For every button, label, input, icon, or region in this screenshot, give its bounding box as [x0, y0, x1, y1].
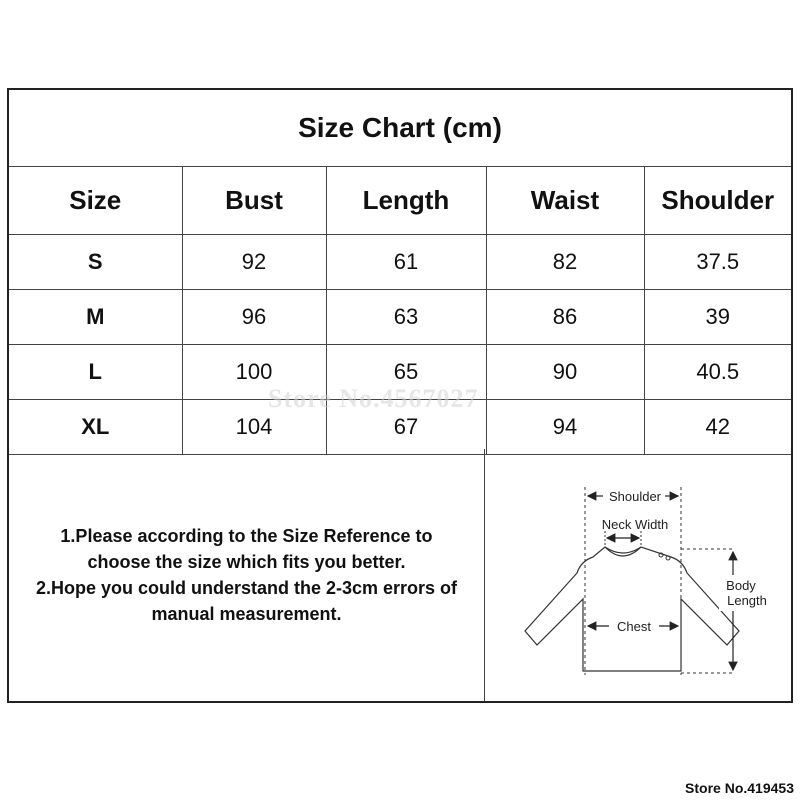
measurement-diagram	[485, 449, 791, 701]
waist-cell: 90	[486, 345, 644, 400]
chart-title: Size Chart (cm)	[9, 90, 791, 167]
size-cell: S	[9, 235, 182, 290]
length-cell: 65	[326, 345, 486, 400]
sweater-measurement-diagram	[485, 449, 791, 701]
length-cell: 61	[326, 235, 486, 290]
shoulder-cell: 40.5	[644, 345, 791, 400]
length-cell: 63	[326, 290, 486, 345]
note-line: 2.Hope you could understand the 2-3cm errors of	[35, 578, 458, 598]
header-waist: Waist	[486, 166, 644, 235]
shoulder-cell: 37.5	[644, 235, 791, 290]
store-footer: Store No.419453	[685, 780, 794, 796]
header-bust: Bust	[182, 166, 326, 235]
shoulder-label: Shoulder	[608, 489, 662, 504]
bust-cell: 96	[182, 290, 326, 345]
bust-cell: 92	[182, 235, 326, 290]
header-length: Length	[326, 166, 486, 235]
store-watermark: Store No.4567027	[268, 384, 479, 413]
body-length-label: Body	[726, 578, 756, 593]
body-length-label: Length	[727, 593, 767, 608]
header-size: Size	[9, 166, 182, 235]
waist-cell: 86	[486, 290, 644, 345]
bust-cell: 104	[182, 400, 326, 455]
note-line: 1.Please according to the Size Reference to	[60, 526, 433, 546]
note-line: manual measurement.	[151, 604, 342, 624]
size-cell: L	[9, 345, 182, 400]
length-cell: 67	[326, 400, 486, 455]
table-header-row	[9, 166, 791, 235]
size-cell: XL	[9, 400, 182, 455]
waist-cell: 82	[486, 235, 644, 290]
waist-cell: 94	[486, 400, 644, 455]
shoulder-cell: 42	[644, 400, 791, 455]
note-line: choose the size which fits you better.	[87, 552, 406, 572]
table-row	[9, 290, 791, 345]
bust-cell: 100	[182, 345, 326, 400]
sweater-outline	[525, 547, 739, 671]
neck-width-label: Neck Width	[601, 517, 669, 532]
table-row	[9, 235, 791, 290]
chest-label: Chest	[617, 619, 651, 634]
shoulder-cell: 39	[644, 290, 791, 345]
measurement-notes	[9, 449, 485, 701]
header-shoulder: Shoulder	[644, 166, 791, 235]
size-cell: M	[9, 290, 182, 345]
